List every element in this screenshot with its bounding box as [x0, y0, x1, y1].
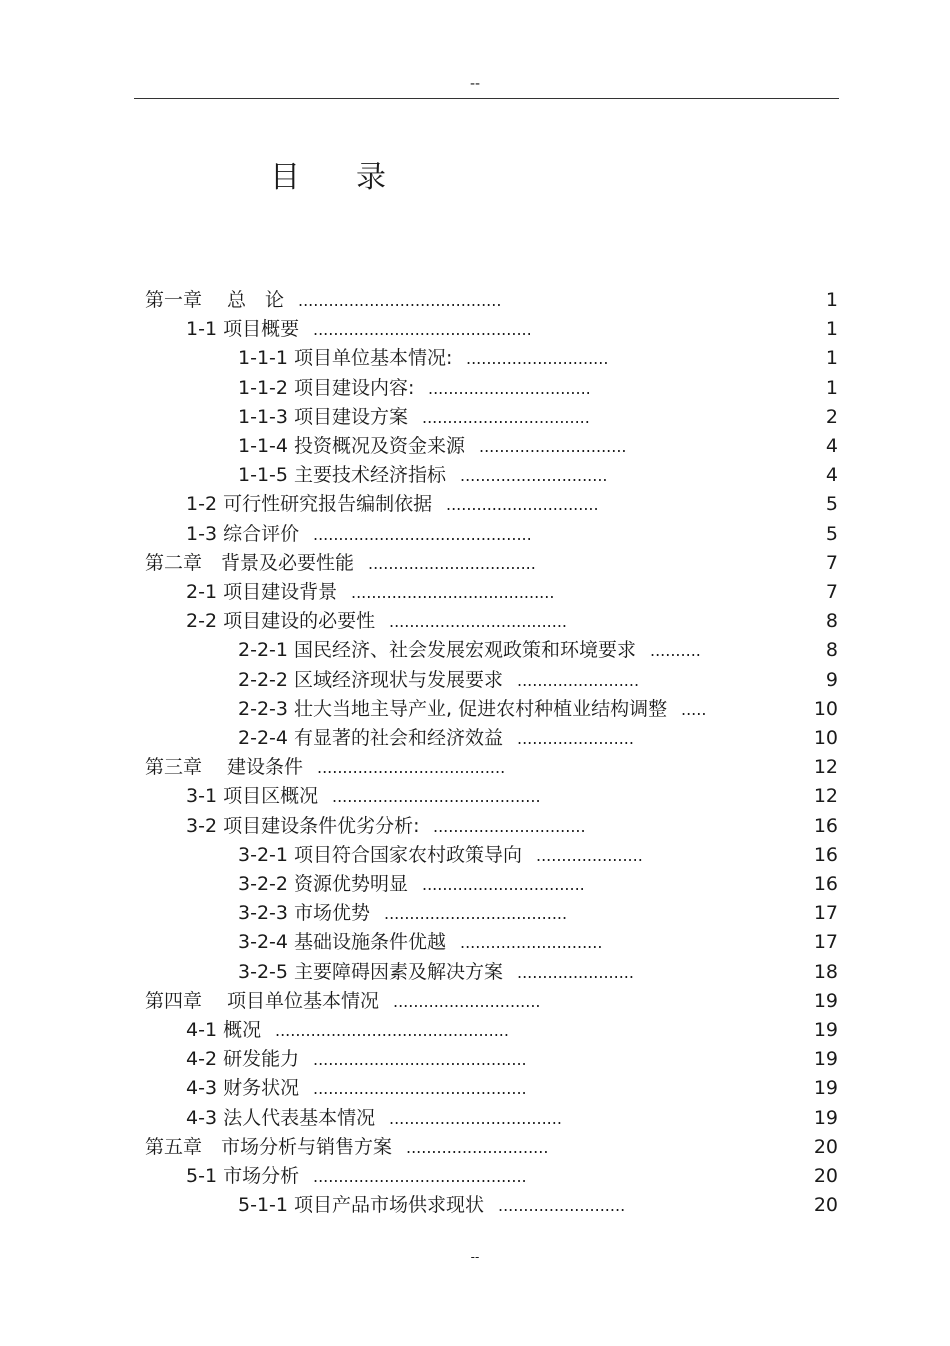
toc-entry-page: 1: [825, 289, 838, 311]
title-char-right: 录: [356, 160, 386, 195]
toc-entry-label: 1-3 综合评价: [186, 522, 300, 545]
toc-entry-label: 1-1-1 项目单位基本情况:: [238, 347, 453, 370]
title-char-left: 目: [270, 160, 300, 195]
toc-entry[interactable]: [0, 432, 838, 461]
toc-entry[interactable]: [0, 520, 838, 549]
toc-entry-label: 2-2 项目建设的必要性: [186, 610, 376, 633]
toc-entry-label: 第三章 建设条件: [145, 756, 304, 779]
toc-entry-leader: ............................: [406, 1137, 549, 1157]
toc-entry-leader: ....................................: [384, 904, 568, 924]
toc-entry-label: 1-1-5 主要技术经济指标: [238, 464, 447, 487]
toc-entry-label: 1-1-2 项目建设内容:: [238, 376, 415, 399]
header-rule: [134, 98, 839, 99]
toc-entry-leader: ............................: [460, 933, 603, 953]
toc-entry-page: 19: [813, 989, 838, 1012]
toc-entry-page: 12: [813, 785, 838, 808]
toc-entry[interactable]: [0, 987, 838, 1016]
toc-entry[interactable]: [0, 636, 838, 665]
toc-entry-page: 2: [825, 405, 838, 428]
toc-entry-page: 17: [813, 931, 838, 954]
toc-entry-leader: ................................: [428, 378, 591, 398]
toc-entry-leader: .....................: [536, 845, 643, 865]
toc-entry-label: 1-1-3 项目建设方案: [238, 405, 409, 428]
toc-entry-label: 4-1 概况: [186, 1019, 262, 1041]
toc-entry-leader: ............................: [466, 349, 609, 369]
toc-entry-leader: ...................................: [389, 612, 568, 632]
toc-entry[interactable]: [0, 958, 838, 987]
toc-entry-page: 17: [813, 902, 838, 925]
toc-entry-label: 3-2-5 主要障碍因素及解决方案: [238, 960, 504, 983]
toc-entry-leader: ........................: [517, 670, 640, 690]
toc-entry-leader: .............................: [393, 991, 541, 1011]
toc-entry[interactable]: [0, 490, 838, 519]
toc-entry-leader: ..........................................: [313, 1050, 527, 1070]
toc-entry-label: 3-2-3 市场优势: [238, 902, 371, 925]
toc-entry-leader: .......................: [517, 729, 634, 748]
toc-entry-page: 16: [813, 873, 838, 895]
toc-entry[interactable]: [0, 753, 838, 782]
toc-entry-label: 2-2-3 壮大当地主导产业, 促进农村种植业结构调整: [238, 697, 668, 720]
toc-entry-label: 第一章 总 论: [145, 289, 285, 311]
toc-entry-leader: ..........................................: [313, 1167, 527, 1186]
toc-entry-page: 20: [813, 1135, 838, 1158]
toc-entry-label: 3-2-4 基础设施条件优越: [238, 931, 447, 954]
toc-entry[interactable]: [0, 724, 838, 753]
toc-entry-page: 5: [825, 493, 838, 516]
toc-entry-page: 1: [825, 318, 838, 341]
toc-entry-page: 7: [825, 551, 838, 574]
toc-entry[interactable]: [0, 870, 838, 899]
toc-entry-label: 3-2-2 资源优势明显: [238, 873, 409, 895]
toc-entry[interactable]: [0, 899, 838, 928]
footer-mark: --: [470, 1250, 480, 1264]
toc-entry-leader: ...........................................: [313, 524, 532, 544]
toc-entry-leader: .........................................: [332, 787, 541, 807]
toc-entry-leader: .............................: [460, 466, 608, 486]
toc-entry-label: 5-1-1 项目产品市场供求现状: [238, 1194, 485, 1217]
toc-entry[interactable]: [0, 782, 838, 811]
toc-entry-page: 10: [813, 697, 838, 720]
toc-entry-label: 4-2 研发能力: [186, 1048, 300, 1071]
toc-entry[interactable]: [0, 1104, 838, 1133]
toc-entry-label: 3-2 项目建设条件优劣分析:: [186, 814, 420, 837]
toc-entry-leader: .....: [681, 699, 707, 719]
toc-entry-label: 3-1 项目区概况: [186, 785, 319, 808]
toc-entry-leader: ..............................................: [275, 1021, 509, 1040]
toc-entry-leader: ................................: [422, 875, 585, 894]
toc-entry-leader: ..........................................: [313, 1079, 527, 1099]
toc-entry-label: 4-3 法人代表基本情况: [186, 1106, 376, 1129]
toc-entry[interactable]: [0, 695, 838, 724]
toc-entry-label: 第四章 项目单位基本情况: [145, 989, 380, 1012]
toc-entry-label: 1-1 项目概要: [186, 318, 300, 341]
toc-entry-page: 20: [813, 1194, 838, 1217]
toc-entry-page: 8: [825, 639, 838, 662]
toc-entry-page: 19: [813, 1077, 838, 1100]
toc-entry[interactable]: [0, 1045, 838, 1074]
toc-entry-label: 2-2-4 有显著的社会和经济效益: [238, 727, 504, 749]
toc-entry-page: 1: [825, 347, 838, 370]
toc-entry-leader: .................................: [368, 553, 536, 573]
toc-entry-leader: ..............................: [433, 816, 586, 836]
toc-entry[interactable]: [0, 1191, 838, 1220]
toc-entry[interactable]: [0, 374, 838, 403]
toc-entry-label: 1-1-4 投资概况及资金来源: [238, 435, 466, 457]
toc-entry[interactable]: [0, 344, 838, 373]
toc-entry-page: 16: [813, 843, 838, 866]
toc-entry-page: 19: [813, 1048, 838, 1071]
toc-entry[interactable]: [0, 461, 838, 490]
toc-entry-label: 5-1 市场分析: [186, 1165, 300, 1187]
toc-entry-page: 16: [813, 814, 838, 837]
toc-entry-page: 18: [813, 960, 838, 983]
toc-entry[interactable]: [0, 549, 838, 578]
toc-entry-label: 3-2-1 项目符合国家农村政策导向: [238, 843, 523, 866]
toc-entry-page: 19: [813, 1019, 838, 1041]
toc-entry[interactable]: [0, 812, 838, 841]
toc-entry-page: 4: [825, 464, 838, 487]
toc-entry[interactable]: [0, 286, 838, 315]
toc-entry-leader: .....................................: [317, 758, 506, 778]
toc-entry-label: 1-2 可行性研究报告编制依据: [186, 493, 433, 516]
toc-entry-leader: .........................: [498, 1196, 626, 1216]
toc-entry-page: 12: [813, 756, 838, 779]
toc-entry-leader: ..........: [650, 641, 701, 661]
toc-entry[interactable]: [0, 1162, 838, 1191]
toc-entry[interactable]: [0, 1016, 838, 1045]
toc-entry-page: 8: [825, 610, 838, 633]
toc-entry-page: 9: [825, 668, 838, 691]
toc-entry-label: 2-2-1 国民经济、社会发展宏观政策和环境要求: [238, 639, 637, 662]
page-title: [270, 152, 386, 196]
toc-entry-page: 20: [813, 1165, 838, 1187]
toc-entry-leader: .................................: [422, 407, 590, 427]
toc-entry-page: 10: [813, 727, 838, 749]
toc-entry-label: 2-2-2 区域经济现状与发展要求: [238, 668, 504, 691]
toc-entry-label: 2-1 项目建设背景: [186, 581, 338, 603]
toc-entry-page: 19: [813, 1106, 838, 1129]
toc-entry[interactable]: [0, 578, 838, 607]
toc-entry[interactable]: [0, 666, 838, 695]
toc-entry[interactable]: [0, 1133, 838, 1162]
toc-entry-page: 4: [825, 435, 838, 457]
toc-entry-leader: ..................................: [389, 1108, 562, 1128]
toc-entry[interactable]: [0, 1074, 838, 1103]
toc-entry[interactable]: [0, 607, 838, 636]
toc-entry-page: 1: [825, 376, 838, 399]
toc-entry-label: 第二章 背景及必要性能: [145, 551, 355, 574]
toc-entry-page: 7: [825, 581, 838, 603]
toc-entry[interactable]: [0, 403, 838, 432]
toc-entry[interactable]: [0, 841, 838, 870]
toc-entry-leader: ..............................: [446, 495, 599, 515]
toc-entry-leader: .............................: [479, 437, 627, 456]
toc-entry-page: 5: [825, 522, 838, 545]
toc-entry[interactable]: [0, 315, 838, 344]
toc-entry-label: 4-3 财务状况: [186, 1077, 300, 1100]
toc-entry[interactable]: [0, 928, 838, 957]
toc-entry-leader: .......................: [517, 962, 634, 982]
toc-entry-leader: ........................................: [298, 291, 502, 310]
toc-entry-label: 第五章 市场分析与销售方案: [145, 1135, 393, 1158]
header-mark: --: [469, 76, 481, 92]
toc-entry-leader: ........................................: [351, 583, 555, 602]
toc-entry-leader: ...........................................: [313, 320, 532, 340]
